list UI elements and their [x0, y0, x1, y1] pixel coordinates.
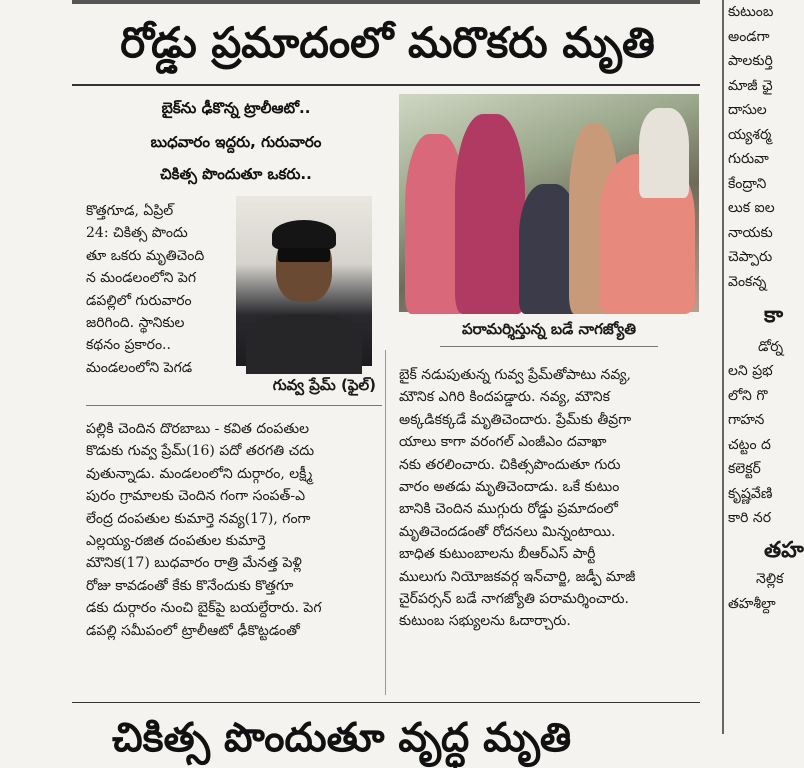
text-line: గాహన	[728, 412, 765, 428]
text-line: బైక్ నడుపుతున్న గువ్వ ప్రేమ్‌తోపాటు నవ్య,	[399, 367, 632, 383]
text-line: కొడుకు గువ్వ ప్రేమ్(16) పదో తరగతి చదు	[86, 443, 315, 460]
next-article-headline	[72, 708, 700, 761]
strip-heading: తహ	[764, 537, 804, 563]
text-line: లోని గొ	[728, 387, 768, 404]
text-line: మౌనిక ఎగిరి కిందపడ్డారు. నవ్య, మౌనిక	[399, 389, 610, 406]
headline-rule	[72, 84, 700, 86]
text-line: న మండలంలోని పెగ	[86, 270, 197, 287]
photo-caption-nagajyothi: పరామర్శిస్తున్న బడే నాగజ్యోతి	[461, 320, 637, 338]
text-line: 24: చికిత్స పొందు	[86, 225, 188, 242]
text-line: ములుగు నియోజకవర్గ ఇన్‌చార్జి, జడ్పీ మాజీ	[399, 568, 636, 585]
photo-shirt	[246, 314, 362, 374]
text-line: కృష్ణవేణి	[728, 485, 773, 502]
article-col2	[399, 364, 699, 633]
text-line: మృతిచెందడంతో రోదనలు మిన్నంటాయి.	[399, 523, 616, 540]
photo-guvva-prem	[236, 196, 372, 366]
text-line: వారం అతడు మృతిచెందాడు. ఒకే కుటుం	[399, 479, 620, 496]
text-line: బానికి చెందిన ముగ్గురు రోడ్డు ప్రమాదంలో	[399, 501, 618, 518]
text-line: అక్కడికక్కడే మృతిచెందారు. ప్రేమ్‌కు తీవ్రగా	[399, 411, 632, 428]
text-line: డపల్లిలో గురువారం	[86, 292, 192, 309]
text-line: చైర్‌పర్సన్ బడే నాగజ్యోతి పరామర్శించారు.	[399, 591, 629, 608]
text-line: వెంకన్న	[728, 273, 767, 290]
text-line: ఎల్లయ్య-రజిత దంపతుల కుమార్తె	[86, 533, 266, 550]
text-line: తూ ఒకరు మృతిచెంది	[86, 247, 205, 264]
photo-caption-prem: గువ్వ ప్రేమ్ (ఫైల్)	[272, 376, 376, 394]
text-line: కథనం ప్రకారం..	[86, 337, 171, 354]
headline: రోడ్డు ప్రమాదంలో మరొకరు మృతి	[120, 18, 655, 67]
photo-hair	[272, 220, 336, 250]
bottom-rule	[72, 702, 700, 703]
strip-heading: కా	[764, 303, 784, 328]
text-line: కేంద్రాని	[728, 175, 767, 192]
subheading-1: బైక్‌ను ఢీకొన్న ట్రాలీఆటో..	[161, 99, 311, 117]
text-line: డపల్లి సమీపంలో ట్రాలీఆటో ఢీకొట్టడంతో	[86, 622, 300, 639]
text-line: కలెక్టర్	[728, 461, 761, 477]
caption-rule	[86, 405, 382, 406]
text-line: కుటుంబ	[728, 4, 774, 20]
text-line: చెప్పారు	[728, 249, 773, 265]
text-line: మాజీ ఛై	[728, 77, 773, 94]
top-rule	[72, 0, 700, 4]
text-line: బాధిత కుటుంబాలను బీఆర్ఎస్ పార్టీ	[399, 546, 596, 563]
text-line: దాసుల	[728, 102, 767, 118]
text-line: రోజు కావడంతో కేకు కొనేందుకు కొత్తగూ	[86, 577, 294, 594]
text-line: డోర్న	[758, 338, 784, 355]
text-line: వుతున్నాడు. మండలంలోని దుర్గారం, లక్ష్మీ	[86, 465, 313, 482]
article-col1-top	[86, 200, 230, 379]
text-line: నాయకు	[728, 224, 773, 241]
photo-person	[455, 114, 525, 314]
text-line: లుక ఐల	[728, 200, 775, 216]
text-line: లేంద్ర దంపతుల కుమార్తె నవ్య(17), గంగా	[86, 510, 311, 527]
text-line: నెల్లిక	[756, 571, 784, 587]
text-line: గురువా	[728, 151, 769, 167]
article-col1-bottom	[86, 418, 382, 642]
text-line: కుటుంబ సభ్యులను ఓదార్చారు.	[399, 613, 571, 630]
subheading-2: బుధవారం ఇద్దరు, గురువారం	[150, 133, 322, 151]
subheading-3: చికిత్స పొందుతూ ఒకరు..	[160, 165, 312, 183]
column-separator	[385, 350, 386, 695]
text-line: అండగా	[728, 28, 770, 45]
text-line: కారి నర	[728, 510, 772, 526]
photo-person	[639, 108, 689, 198]
text-line: య్యశర్మ	[728, 126, 772, 143]
caption-rule	[440, 346, 658, 347]
text-line: మౌనిక(17) బుధవారం రాత్రి మేనత్త పెళ్లి	[86, 555, 302, 572]
text-line: యాలు కాగా వరంగల్ ఎంజీఎం దవాఖా	[399, 434, 607, 451]
text-line: మండలంలోని పెగడ	[86, 359, 193, 376]
photo-consoling-family	[399, 94, 699, 312]
text-line: లని ప్రభ	[728, 363, 773, 379]
text-line: డకు దుర్గారం నుంచి బైక్‌పై బయల్దేరారు. పెగ	[86, 600, 322, 617]
text-line: కొత్తగూడ, ఏప్రిల్	[86, 203, 174, 219]
right-column-separator	[722, 0, 724, 734]
text-line: తహశీల్దా	[728, 595, 776, 612]
text-line: పురం గ్రామాలకు చెందిన గంగా సంపత్-ఎ	[86, 488, 306, 505]
text-line: చట్టం ద	[728, 436, 771, 453]
photo-sunglasses	[278, 248, 330, 262]
next-headline-text: చికిత్స పొందుతూ వృద్ధ మృతి	[112, 715, 572, 761]
adjacent-article-strip	[728, 0, 804, 734]
text-line: నకు తరలించారు. చికిత్సపొందుతూ గురు	[399, 456, 621, 473]
text-line: పల్లికి చెందిన దొరబాబు - కవిత దంపతుల	[86, 421, 309, 437]
text-line: పాలకుర్తి	[728, 53, 773, 69]
text-line: జరిగింది. స్థానికుల	[86, 315, 185, 332]
